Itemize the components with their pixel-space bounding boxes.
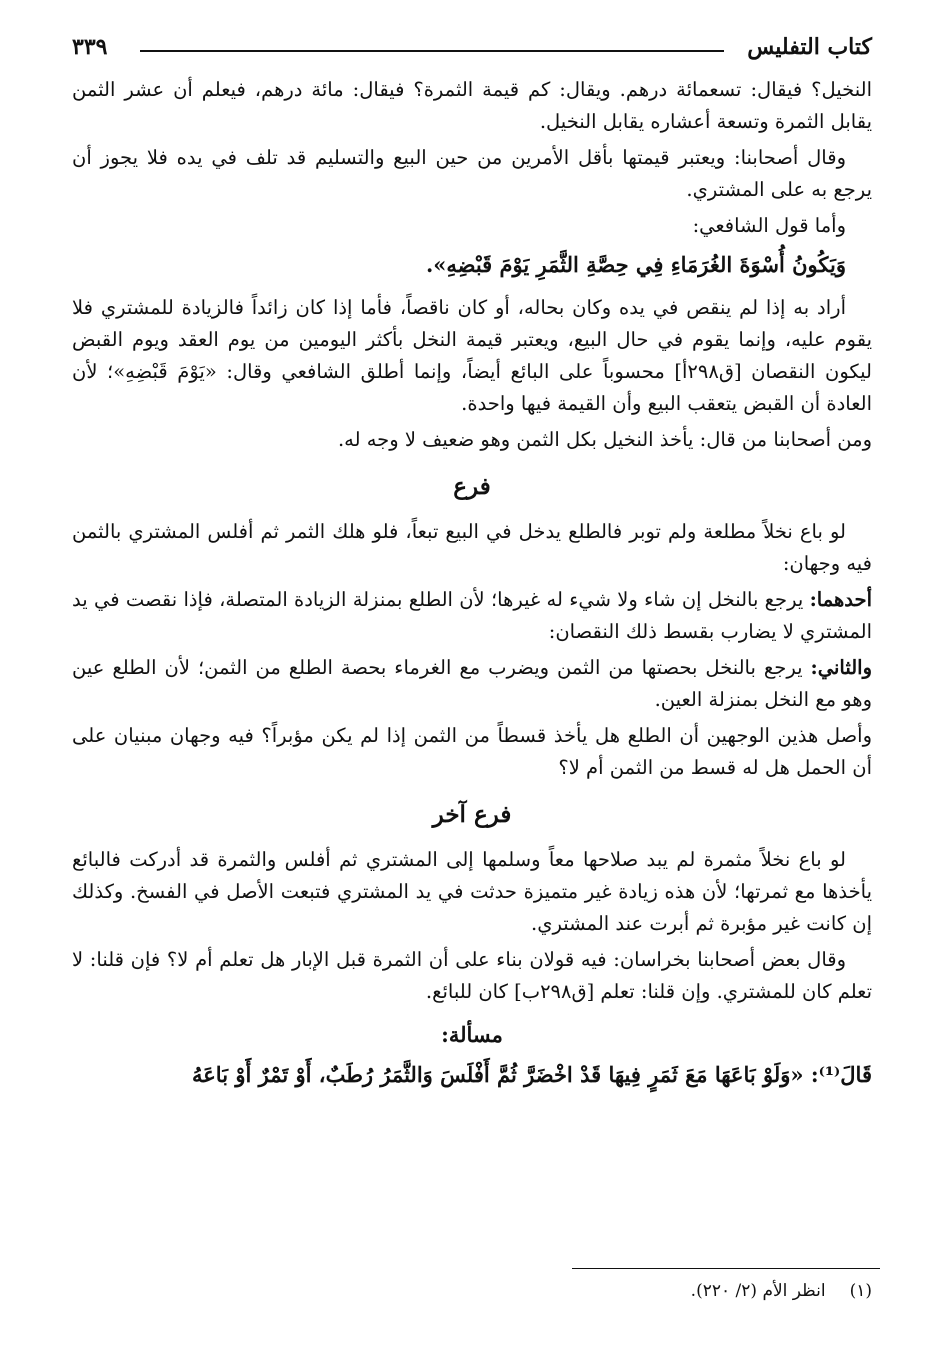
- paragraph-text: يرجع بالنخل بحصتها من الثمن ويضرب مع الغرماء بحصة الطلع من الثمن؛ لأن الطلع عين وهو مع النخل بمنزلة العين.: [72, 656, 872, 711]
- paragraph: أراد به إذا لم ينقص في يده وكان بحاله، أو كان ناقصاً، فأما إذا كان زائداً فالزيادة للمشتري فلا يقوم عليه، وإنما يقوم في حال البيع، ويعتبر قيمة النخل بأكثر اليومين من يوم العقد ويوم القبض ليكون النقصان [ق٢٩٨أ] محسوباً على البائع أيضاً، وإنما أطلق الشافعي وقال: «يَوْمَ قَبْضِهِ»؛ لأن العادة أن القبض يتعقب البيع وأن القيمة فيها واحدة.: [72, 296, 872, 415]
- page-body: [72, 74, 872, 1102]
- paragraph-text: «وَلَوْ بَاعَهَا مَعَ ثَمَرٍ فِيهَا قَدْ اخْضَرَّ ثُمَّ أَفْلَسَ وَالثَّمَرُ رُطَبٌ، أَوْ تَمْرٌ أَوْ بَاعَهُ: [192, 1062, 811, 1087]
- header-rule: [140, 50, 724, 52]
- paragraph-lead: قَالَ⁽¹⁾:: [810, 1062, 872, 1087]
- paragraph: ومن أصحابنا من قال: يأخذ النخيل بكل الثمن وهو ضعيف لا وجه له.: [337, 428, 872, 451]
- paragraph: [72, 652, 872, 716]
- footnote-rule: [572, 1268, 880, 1269]
- section-heading: فرع آخر: [432, 801, 512, 828]
- paragraph: [72, 1058, 872, 1092]
- book-page: [72, 30, 872, 1087]
- paragraph: وقال أصحابنا: ويعتبر قيمتها بأقل الأمرين من حين البيع والتسليم قد تلف في يده فلا يجوز أن يرجع به على المشتري.: [72, 146, 872, 201]
- paragraph-text: يرجع بالنخل إن شاء ولا شيء له غيرها؛ لأن الطلع بمنزلة الزيادة المتصلة، فإذا نقصت في يد المشتري لا يضارب بقسط ذلك النقصان:: [72, 588, 872, 643]
- paragraph: [72, 584, 872, 648]
- issue-heading: مسألة:: [441, 1022, 503, 1047]
- page-number: ٣٣٩: [72, 34, 108, 60]
- quoted-text: وَيَكُونُ أُسْوَةَ الغُرَمَاءِ فِي حِصَّةِ الثَّمَرِ يَوْمَ قَبْضِهِ».: [425, 252, 846, 277]
- footnote-text: انظر الأم (٢/ ٢٢٠).: [690, 1281, 826, 1301]
- paragraph: النخيل؟ فيقال: تسعمائة درهم. ويقال: كم قيمة الثمرة؟ فيقال: مائة درهم، فيعلم أن عشر الثمن يقابل الثمرة وتسعة أعشاره يقابل النخيل.: [72, 78, 872, 133]
- footnote-number: (١): [849, 1281, 872, 1301]
- paragraph: وقال بعض أصحابنا بخراسان: فيه قولان بناء على أن الثمرة قبل الإبار هل تعلم أم لا؟ فإن قلنا: لا تعلم كان للمشتري. وإن قلنا: تعلم [ق٢٩٨ب] كان للبائع.: [72, 948, 872, 1003]
- footnote: [72, 1278, 872, 1304]
- page-header: [72, 30, 872, 70]
- paragraph: وأما قول الشافعي:: [692, 214, 846, 237]
- paragraph-lead: والثاني:: [810, 656, 872, 679]
- running-title: كتاب التفليس: [747, 34, 872, 60]
- paragraph: وأصل هذين الوجهين أن الطلع هل يأخذ قسطاً من الثمن إذا لم يكن مؤبراً؟ فيه وجهان مبنيان على أن الحمل هل له قسط من الثمن أم لا؟: [72, 724, 872, 779]
- paragraph-lead: أحدهما:: [809, 588, 872, 611]
- section-heading: فرع: [453, 473, 491, 500]
- paragraph: لو باع نخلاً مطلعة ولم توبر فالطلع يدخل في البيع تبعاً، فلو هلك الثمر ثم أفلس المشتري بالثمن فيه وجهان:: [72, 520, 872, 575]
- paragraph: لو باع نخلاً مثمرة لم يبد صلاحها معاً وسلمها إلى المشتري ثم أفلس والثمرة قد أدركت فالبائع يأخذها مع ثمرتها؛ لأن هذه زيادة غير متميزة حدثت في يد المشتري فتبعت الأصل في الفسخ. وكذلك إن كانت غير مؤبرة ثم أبرت عند المشتري.: [72, 848, 872, 935]
